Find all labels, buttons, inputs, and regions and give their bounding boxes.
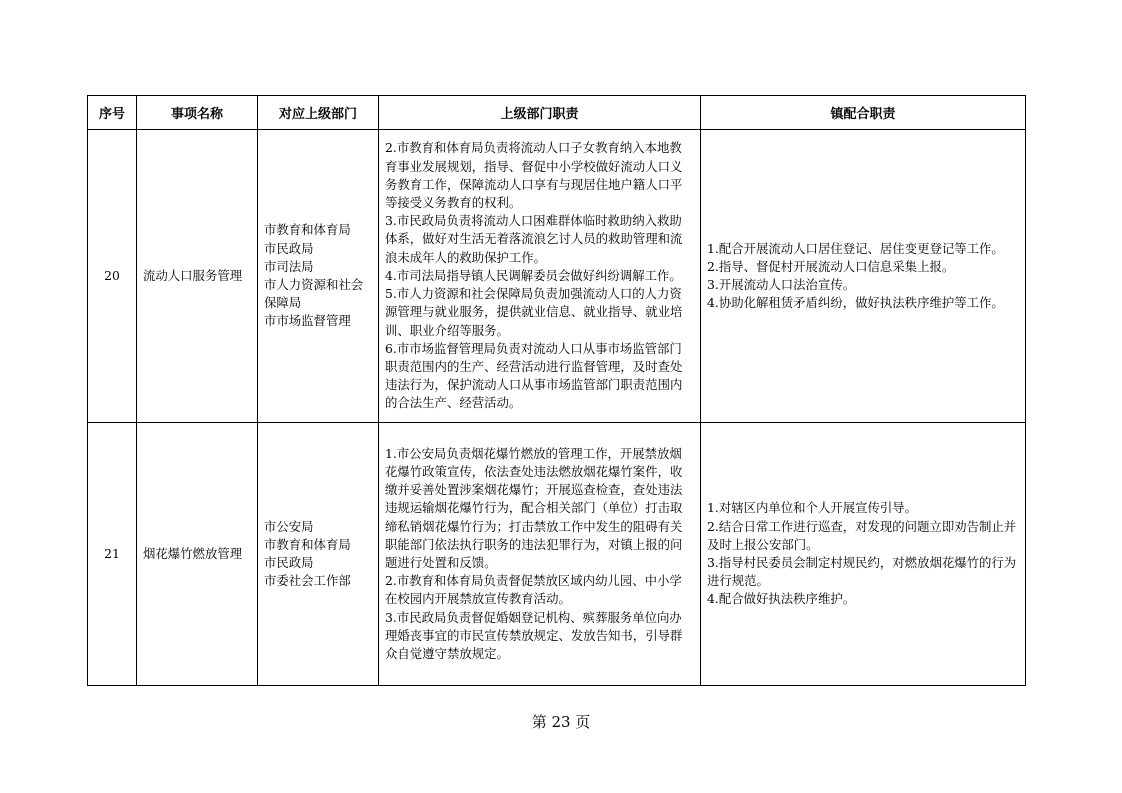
upper-duty-item: 2.市教育和体育局负责督促禁放区域内幼儿园、中小学在校园内开展禁放宣传教育活动。 bbox=[385, 573, 682, 607]
town-duty-item: 2.指导、督促村开展流动人口信息采集上报。 bbox=[707, 258, 955, 274]
upper-duty-item: 5.市人力资源和社会保障局负责加强流动人口的人力资源管理与就业服务，提供就业信息、就业指导、就业培训、职业介绍等服务。 bbox=[385, 286, 683, 338]
header-item-name: 事项名称 bbox=[137, 96, 258, 130]
upper-duty-list bbox=[379, 423, 701, 686]
table-row bbox=[88, 130, 1026, 423]
department-list bbox=[258, 423, 379, 686]
item-name: 流动人口服务管理 bbox=[137, 130, 258, 423]
duty-table bbox=[87, 95, 1026, 686]
town-duty-item: 2.结合日常工作进行巡查，对发现的问题立即劝告制止并及时上报公安部门。 bbox=[707, 518, 1017, 552]
item-name: 烟花爆竹燃放管理 bbox=[137, 423, 258, 686]
department-item: 市教育和体育局 bbox=[264, 222, 351, 238]
department-item: 市司法局 bbox=[264, 258, 314, 274]
town-duty-item: 4.配合做好执法秩序维护。 bbox=[707, 591, 856, 607]
table-row bbox=[88, 423, 1026, 686]
town-duty-item: 3.指导村民委员会制定村规民约，对燃放烟花爆竹的行为进行规范。 bbox=[707, 555, 1017, 589]
header-upper-duties: 上级部门职责 bbox=[379, 96, 701, 130]
department-item: 市教育和体育局 bbox=[264, 536, 351, 552]
upper-duty-item: 2.市教育和体育局负责将流动人口子女教育纳入本地教育事业发展规划，指导、督促中小学校做好流动人口义务教育工作，保障流动人口享有与现居住地户籍人口平等接受义务教育的权利。 bbox=[385, 140, 683, 211]
town-duty-item: 1.配合开展流动人口居住登记、居住变更登记等工作。 bbox=[707, 240, 1004, 256]
department-item: 市民政局 bbox=[264, 555, 314, 570]
department-item: 市民政局 bbox=[264, 240, 314, 256]
upper-duty-item: 3.市民政局负责将流动人口困难群体临时救助纳入救助体系，做好对生活无着落流浪乞讨人员的救助管理和流浪未成年人的救助保护工作。 bbox=[385, 213, 683, 265]
department-item: 市市场监督管理 bbox=[264, 313, 351, 329]
department-list bbox=[258, 130, 379, 423]
department-item: 市人力资源和社会保障局 bbox=[264, 277, 364, 311]
upper-duty-item: 4.市司法局指导镇人民调解委员会做好纠纷调解工作。 bbox=[385, 267, 682, 283]
header-row bbox=[88, 96, 1026, 130]
upper-duty-item: 6.市市场监督管理局负责对流动人口从事市场监管部门职责范围内的生产、经营活动进行监督管理，及时查处违法行为，保护流动人口从事市场监管部门职责范围内的合法生产、经营活动。 bbox=[385, 340, 683, 411]
town-duty-item: 3.开展流动人口法治宣传。 bbox=[707, 277, 856, 292]
header-town-duties: 镇配合职责 bbox=[701, 96, 1026, 130]
header-departments: 对应上级部门 bbox=[258, 96, 379, 130]
town-duty-item: 4.协助化解租赁矛盾纠纷，做好执法秩序维护等工作。 bbox=[707, 295, 1004, 311]
town-duty-item: 1.对辖区内单位和个人开展宣传引导。 bbox=[707, 500, 918, 516]
department-item: 市委社会工作部 bbox=[264, 573, 351, 589]
header-seq: 序号 bbox=[88, 96, 137, 130]
page-number: 第 23 页 bbox=[531, 713, 591, 731]
town-duty-list bbox=[701, 423, 1026, 686]
town-duty-list bbox=[701, 130, 1026, 423]
upper-duty-item: 3.市民政局负责督促婚姻登记机构、殡葬服务单位向办理婚丧事宜的市民宣传禁放规定、发放告知书，引导群众自觉遵守禁放规定。 bbox=[385, 609, 683, 662]
row-number: 20 bbox=[88, 130, 137, 423]
department-item: 市公安局 bbox=[264, 518, 314, 534]
upper-duty-item: 1.市公安局负责烟花爆竹燃放的管理工作，开展禁放烟花爆竹政策宣传，依法查处违法燃放烟花爆竹案件，收缴并妥善处置涉案烟花爆竹；开展巡查检查，查处违法违规运输烟花爆竹行为，配合相关部门（单位）打击取缔私销烟花爆竹行为；打击禁放工作中发生的阻碍有关职能部门依法执行职务的违法犯罪行为，对镇上报的问题进行处置和反馈。 bbox=[385, 445, 683, 570]
upper-duty-list bbox=[379, 130, 701, 423]
row-number: 21 bbox=[88, 423, 137, 686]
